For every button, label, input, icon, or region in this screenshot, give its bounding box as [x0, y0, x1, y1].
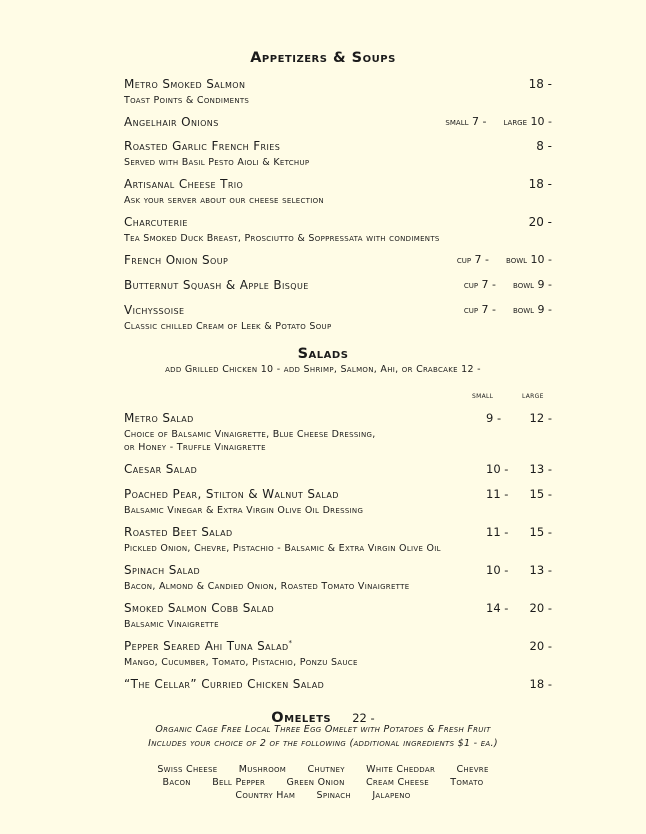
ingredients-row	[0, 777, 646, 788]
menu-item	[124, 77, 552, 107]
item-name	[124, 639, 552, 653]
item-description: Classic chilled Cream of Leek & Potato Soup	[124, 321, 332, 332]
item-description: Mango, Cucumber, Tomato, Pistachio, Ponzu Sauce	[124, 657, 358, 668]
menu-item	[124, 215, 552, 245]
ingredient: Jalapeno	[372, 790, 411, 801]
size-label: bowl	[513, 280, 535, 291]
item-size-prices	[464, 303, 552, 316]
small-price: 9 -	[486, 411, 502, 425]
size-label: small	[445, 117, 469, 128]
size-price: 9 -	[537, 278, 552, 291]
item-description: Tea Smoked Duck Breast, Prosciutto & Soppressata with condiments	[124, 233, 440, 244]
size-price: 7 -	[474, 253, 490, 266]
large-price: 13 -	[529, 563, 552, 577]
menu-item	[124, 278, 552, 292]
size-price: 7 -	[481, 278, 497, 291]
item-size-prices	[445, 115, 552, 128]
menu-item	[124, 639, 552, 669]
large-column-header: large	[522, 391, 544, 401]
ingredient: Country Ham	[235, 790, 296, 801]
appetizers-title: Appetizers & Soups	[250, 50, 396, 66]
size-price: 7 -	[472, 115, 487, 128]
item-price: 18 -	[528, 77, 552, 91]
size-price: 7 -	[481, 303, 497, 316]
item-name: Smoked Salmon Cobb Salad	[124, 601, 275, 615]
ingredient: Cream Cheese	[365, 777, 429, 788]
item-name: Poached Pear, Stilton & Walnut Salad	[124, 487, 339, 501]
salads-title: Salads	[297, 346, 349, 362]
omelets-description: Organic Cage Free Local Three Egg Omelet with Potatoes & Fresh Fruit	[155, 724, 491, 735]
ingredient: White Cheddar	[366, 764, 436, 775]
salad-addon-note: add Grilled Chicken 10 - add Shrimp, Salmon, Ahi, or Crabcake 12 -	[165, 364, 481, 375]
omelets-choice-note: Includes your choice of 2 of the following (additional ingredients $1 - ea.)	[148, 738, 498, 749]
item-size-prices	[464, 278, 552, 291]
ingredient: Mushroom	[238, 764, 287, 775]
small-price: 10 -	[486, 563, 509, 577]
small-price: 14 -	[486, 601, 509, 615]
omelets-price: 22 -	[352, 711, 375, 725]
menu-item	[124, 601, 552, 631]
item-name: Roasted Beet Salad	[124, 525, 233, 539]
item-name-text: Pepper Seared Ahi Tuna Salad	[124, 639, 289, 653]
size-label: cup	[463, 280, 479, 291]
menu-item	[124, 525, 552, 555]
ingredient: Bacon	[162, 777, 191, 788]
menu-item	[124, 462, 552, 476]
item-description: Choice of Balsamic Vinaigrette, Blue Cheese Dressing,	[124, 429, 376, 440]
omelets-title: Omelets	[271, 710, 332, 726]
item-name: Angelhair Onions	[124, 115, 219, 129]
menu-item	[124, 677, 552, 691]
item-description: Balsamic Vinaigrette	[124, 619, 219, 630]
item-name: Butternut Squash & Apple Bisque	[124, 278, 309, 292]
ingredient: Tomato	[450, 777, 484, 788]
size-label: bowl	[513, 305, 535, 316]
item-description: Pickled Onion, Chevre, Pistachio - Balsamic & Extra Virgin Olive Oil	[124, 543, 441, 554]
menu-item	[124, 487, 552, 517]
item-name: Vichyssoise	[124, 303, 185, 317]
small-price: 10 -	[486, 462, 509, 476]
large-price: 15 -	[529, 525, 552, 539]
item-price: 8 -	[536, 139, 552, 153]
size-price: 10 -	[530, 115, 552, 128]
item-description: Toast Points & Condiments	[124, 95, 250, 106]
item-name: Spinach Salad	[124, 563, 201, 577]
ingredient: Swiss Cheese	[157, 764, 218, 775]
ingredients-row	[0, 764, 646, 775]
large-price: 20 -	[529, 601, 552, 615]
item-price: 18 -	[528, 177, 552, 191]
menu-item	[124, 139, 552, 169]
item-name: Roasted Garlic French Fries	[124, 139, 281, 153]
ingredient: Chevre	[456, 764, 489, 775]
raw-item-asterisk: *	[288, 639, 293, 647]
item-description: Balsamic Vinegar & Extra Virgin Olive Oil Dressing	[124, 505, 364, 516]
ingredient: Chutney	[307, 764, 345, 775]
item-name: Charcuterie	[124, 215, 188, 229]
small-price: 11 -	[486, 487, 509, 501]
menu-item	[124, 411, 552, 454]
small-column-header: small	[472, 391, 494, 401]
size-price: 10 -	[530, 253, 552, 266]
item-description: Bacon, Almond & Candied Onion, Roasted Tomato Vinaigrette	[124, 581, 410, 592]
size-label: cup	[456, 255, 472, 266]
item-name: Metro Smoked Salmon	[124, 77, 246, 91]
item-description: Ask your server about our cheese selection	[124, 195, 324, 206]
size-label: bowl	[506, 255, 528, 266]
menu-item	[124, 303, 552, 333]
item-size-prices	[457, 253, 552, 266]
ingredient: Spinach	[316, 790, 351, 801]
item-name: “The Cellar” Curried Chicken Salad	[124, 677, 325, 691]
small-price: 11 -	[486, 525, 509, 539]
menu-item	[124, 253, 552, 267]
menu-item	[124, 563, 552, 593]
ingredient: Green Onion	[286, 777, 345, 788]
item-name: French Onion Soup	[124, 253, 229, 267]
large-price: 20 -	[529, 639, 552, 653]
size-label: large	[503, 117, 528, 128]
item-description: or Honey - Truffle Vinaigrette	[124, 442, 266, 453]
large-price: 18 -	[529, 677, 552, 691]
menu-item	[124, 115, 552, 129]
item-name: Artisanal Cheese Trio	[124, 177, 244, 191]
large-price: 12 -	[529, 411, 552, 425]
item-description: Served with Basil Pesto Aioli & Ketchup	[124, 157, 310, 168]
menu-item	[124, 177, 552, 207]
ingredient: Bell Pepper	[212, 777, 266, 788]
item-price: 20 -	[528, 215, 552, 229]
large-price: 15 -	[529, 487, 552, 501]
item-name: Caesar Salad	[124, 462, 198, 476]
item-name: Metro Salad	[124, 411, 194, 425]
large-price: 13 -	[529, 462, 552, 476]
size-price: 9 -	[537, 303, 552, 316]
ingredients-row	[0, 790, 646, 801]
size-label: cup	[463, 305, 479, 316]
